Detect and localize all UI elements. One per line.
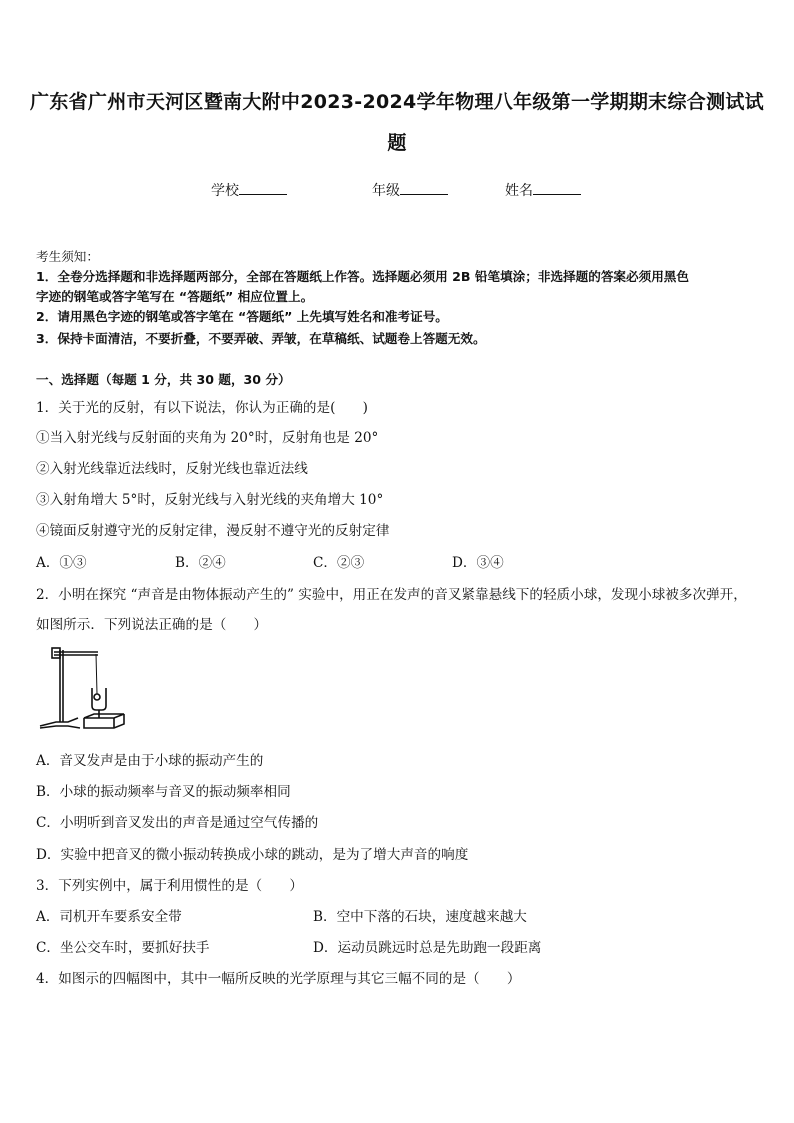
ball — [94, 694, 100, 700]
school-blank — [239, 182, 287, 195]
q2-option-d[interactable]: D．实验中把音叉的微小振动转换成小球的跳动，是为了增大声音的响度 — [36, 847, 469, 863]
q1-statement-2: ②入射光线靠近法线时，反射光线也靠近法线 — [36, 461, 308, 477]
exam-title-line2: 题 — [387, 132, 407, 154]
q2-option-b[interactable]: B．小球的振动频率与音叉的振动频率相同 — [36, 784, 291, 800]
q3-option-c[interactable]: C．坐公交车时，要抓好扶手 — [36, 940, 210, 956]
name-blank — [533, 182, 581, 195]
notice-heading: 考生须知： — [36, 249, 99, 264]
name-label: 姓名 — [505, 183, 533, 199]
tuning-fork-figure — [38, 642, 134, 734]
q3-option-b[interactable]: B．空中下落的石块，速度越来越大 — [313, 909, 527, 925]
suspension-thread — [96, 654, 97, 694]
q1-statement-4: ④镜面反射遵守光的反射定律，漫反射不遵守光的反射定律 — [36, 523, 390, 539]
section-heading: 一、选择题（每题 1 分，共 30 题，30 分） — [36, 372, 291, 387]
notice-item-2: 2．请用黑色字迹的钢笔或答字笔在 “答题纸” 上先填写姓名和准考证号。 — [36, 309, 448, 324]
q2-stem-line1: 2．小明在探究 “声音是由物体振动产生的” 实验中，用正在发声的音叉紧靠悬线下的轻质小球，发现小球被多次弹开， — [36, 587, 747, 603]
school-label: 学校 — [211, 183, 239, 199]
q3-option-a[interactable]: A．司机开车要系安全带 — [36, 909, 182, 925]
q2-stem-line2: 如图所示．下列说法正确的是（ ） — [36, 617, 268, 633]
notice-item-3: 3．保持卡面清洁，不要折叠，不要弄破、弄皱，在草稿纸、试题卷上答题无效。 — [36, 331, 486, 346]
name-field — [505, 180, 581, 200]
q2-option-c[interactable]: C．小明听到音叉发出的声音是通过空气传播的 — [36, 815, 319, 831]
grade-label: 年级 — [372, 183, 400, 199]
q3-option-d[interactable]: D．运动员跳远时总是先助跑一段距离 — [313, 940, 542, 956]
q2-option-a[interactable]: A．音叉发声是由于小球的振动产生的 — [36, 753, 264, 769]
q1-statement-1: ①当入射光线与反射面的夹角为 20°时，反射角也是 20° — [36, 430, 379, 446]
q1-option-a[interactable]: A．①③ — [36, 555, 87, 571]
school-field — [211, 180, 287, 200]
exam-title-line1: 广东省广州市天河区暨南大附中2023-2024学年物理八年级第一学期期末综合测试试 — [30, 91, 764, 113]
fork-block — [84, 714, 124, 728]
notice-item-1-cont: 字迹的钢笔或答字笔写在 “答题纸” 相应位置上。 — [36, 289, 314, 304]
q1-option-b[interactable]: B．②④ — [175, 555, 226, 571]
grade-blank — [400, 182, 448, 195]
q1-option-c[interactable]: C．②③ — [313, 555, 365, 571]
q4-stem: 4．如图示的四幅图中，其中一幅所反映的光学原理与其它三幅不同的是（ ） — [36, 971, 521, 987]
grade-field — [372, 180, 448, 200]
q1-option-d[interactable]: D．③④ — [452, 555, 504, 571]
notice-item-1: 1．全卷分选择题和非选择题两部分，全部在答题纸上作答。选择题必须用 2B 铅笔填涂；非选择题的答案必须用黑色 — [36, 269, 689, 284]
q1-statement-3: ③入射角增大 5°时，反射光线与入射光线的夹角增大 10° — [36, 492, 384, 508]
q3-stem: 3．下列实例中，属于利用惯性的是（ ） — [36, 878, 303, 894]
q1-stem: 1．关于光的反射，有以下说法，你认为正确的是( ) — [36, 400, 368, 416]
